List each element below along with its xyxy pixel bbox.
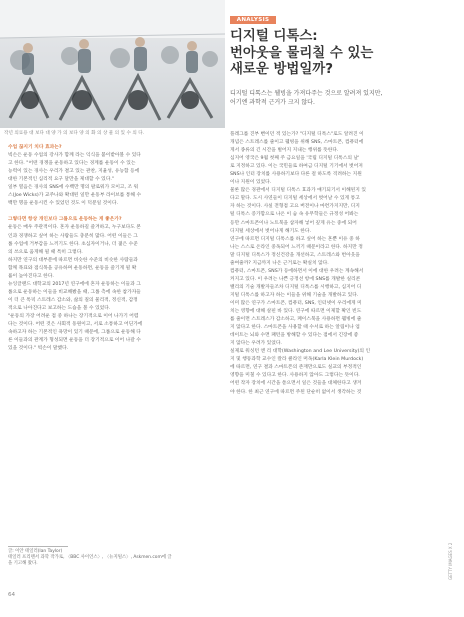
section-heading: 그렇다면 항상 개인보다 그룹으로 운동하는 게 좋은가? [8, 217, 122, 223]
title-line: 디지털 디톡스: [230, 29, 318, 44]
body-text-line: 에 따르면, 연구 결과 스마트폰의 존재만으로도 실교의 부정적인 [230, 365, 362, 371]
body-text-line: 물론 많은 경관에서 디지털 디톡스 효과가 얘기되기서 이해된지 있 [230, 188, 366, 194]
body-text-line: 를 줄이면 스트레스가 감소하고, 페이스북을 사용하면 웰빙에 줄 [230, 317, 362, 323]
body-text-line: 룹 수업에 거부감을 느끼기도 한다. 초심자이거나, 더 젊은 수준 [8, 241, 138, 247]
body-text-line: 말 디지털 디톡스가 정신건강을 개선하고, 스트레스와 번아웃을 [230, 252, 360, 258]
body-text-line: 나는 스스로 온라인 중독되어 느끼기 때문이라고 한다. 하지만 정 [230, 244, 363, 250]
page-number: 64 [8, 592, 16, 598]
body-text-line: 적으로 나아진다고 보고하는 도습을 볼 수 있었다. [8, 305, 111, 311]
body-text-line: 지 않다는 우려가 있었다. [230, 341, 282, 347]
body-text-line: 이 더 큰 톡픽 스트레스 감소와, 삶의 질의 물리적, 정신적, 감정 [8, 297, 138, 303]
body-text-line: 컴퓨터, 스마트폰, SNS가 등에하면서 이에 대한 우려는 계속해서 [230, 268, 364, 274]
author-description: 을 기고해 왔다. [8, 561, 38, 567]
body-text-line: 백만 명을 운동시킨 수 있었던 것도 이 덕분일 것이다. [8, 201, 118, 207]
body-text-line: 개념은 스트레스를 줄이고 웰빙을 위해 SNS, 스마트폰, 컴퓨터에 [230, 140, 364, 146]
body-text-line: 어떤 작자 장치에 시간을 쏟으면서 일은 것들을 대체한다고 생겨 [230, 381, 362, 387]
photo-credit: GETTY IMAGES X 2 [448, 542, 453, 580]
body-text-line: 밸리의 기술 개발자들조차 디지털 디톡스를 시행하고, 심지어 디 [230, 284, 362, 290]
body-text-line: 스(Joe Wicks)가 교주나와 확대된 일만 운동부 라이브를 통해 수 [8, 193, 142, 199]
author-divider [8, 546, 68, 547]
body-text-line: 지털 디톡스를 하고자 하는 이들을 위해 기술을 개발하고 있다. [230, 292, 359, 298]
body-text-line: 플레그를 진부 뻔이던 적 있는가? "디지털 디톡스"로도 알려진 이 [230, 132, 364, 137]
paragraph-gap [8, 208, 218, 216]
body-text-line: 데이트는 뇌와 수면 패턴을 방해할 수 있다는 점에서 긴장에 좋 [230, 333, 359, 339]
article-subtitle [230, 89, 440, 107]
body-text-line: 영향을 미칠 수 있다고 한다. 사용하지 않아도 그렇다는 뜻이다. [230, 373, 360, 379]
body-text-line: 게서 종류의 긴 시간을 벌어지 지내는 행위를 뜻한다. [230, 148, 339, 154]
body-text-line: 심지어 영국은 9월 첫째 주 금요일을 '국립 디지털 디톡스의 날' [230, 156, 360, 162]
body-text-line: 운동은 매우 주관적이다. 혼자 운동하길 즐겨하고, 누구보다도 본 [8, 225, 141, 231]
body-text-line: 자 하는 것이다. 사실 전형점 고요 버전이나 마련가지지만, 디지 [230, 204, 360, 210]
subtitle-line: 어기엔 과학적 근거가 크지 않다. [230, 99, 315, 106]
body-text-line: SNS나 인터 장치를 사용하기보다 다른 걸 하도록 격려하는 지원 [230, 172, 362, 178]
photo-caption: 작년 의료용 대 보다 대 양 가 의 보다 양 의 화 의 상 물 의 있 수 의 다. [4, 131, 145, 136]
body-text-line: 다는 것이다. 어떤 것은 사회적 동원이고, 서로 소통하고 어딘가에 [8, 322, 143, 328]
body-text-line: 줄여줄까? 지금까지 나온 근거로는 확실치 않다. [230, 260, 329, 266]
body-text-line: 른 이들과의 관계가 형성되면 운동을 더 장기적으로 이어 나갈 수 [8, 338, 141, 344]
gym-spin-class-photo [0, 0, 225, 128]
body-text-line: 이미 많은 연구가 스마트폰, 컴퓨터, SNS, 인터넷이 우리에게 미 [230, 300, 362, 306]
body-text-line: 인과 경쟁하고 싶어 하는 사람들도 충분히 많다. 어떤 이들은 그 [8, 233, 138, 239]
body-text-line: 등만 스마트폰이나 노트북을 삽자해 넣어 깊게 유는 중에 되어 [230, 220, 357, 226]
author-description: 테일러 프리랜서 과학 작가로, 〈BBC 사이언스〉, 〈뉴지털스〉, Askmen.com에 글 [8, 555, 172, 561]
body-text-line: 뉴잉글랜드 대학교의 2017년 연구에에 혼자 운동하는 이들과 그 [8, 281, 141, 287]
body-text-line: 하지만 연구의 대부분에 따르면 비슷한 수준의 비슷한 사람들과 [8, 257, 138, 263]
subtitle-line: 디지털 디톡스는 웰빙을 가져다주는 것으로 알려져 있지만, [230, 90, 383, 97]
article-photo [0, 0, 225, 128]
body-text-line: 이나 지원이 있었다. [230, 180, 272, 186]
body-text-line: 고 한다. "어떤 경쟁을 운동하고 있다는 경계를 운동이 수 있는 [8, 161, 136, 167]
body-text-line: 실제로 워싱턴 앤 리 대학(Washington and Lee University)의 인 [230, 349, 371, 355]
body-text-line: 능력이 있는 경사는 우리가 결고 있는 관찬, 지율성, 유능함 등에 [8, 169, 140, 175]
body-text-line: 털 디톡스 증가함으로 나온 이 숨 속 유무학들은 규정성 어봐는 [230, 212, 359, 218]
body-text-line: 지 및 행동과학 교수인 칼라 클라인 머독(Karla Klein Murdock) [230, 357, 364, 363]
article-title [230, 29, 430, 79]
author-bio [8, 549, 218, 568]
body-text-line: 일부 열음은 경사의 SNS에 수백만 명의 팔로워가 모이고, 조 워 [8, 185, 139, 191]
body-text-line: 룹으로 운동하는 이들을 비교해봤을 때, 그룹 측에 속한 참가자들 [8, 289, 141, 295]
body-text-line: 함께 목표와 점식목을 공유하며 운동하면, 운동을 즐기게 될 확 [8, 265, 137, 271]
body-text-line: 치는 영향에 대해 살핀 바 있다. 연구에 따르면 이제할 확인 빈도 [230, 309, 362, 315]
right-text-column [230, 131, 440, 397]
body-text-line: 연구에 따르면 디지털 디톡스를 하고 싶어 하는 혼뿐 이유 중 하 [230, 236, 360, 242]
body-text-line: 의 쓰으로 움게해 될 때 특히 그렇다. [8, 249, 83, 255]
body-text-line: 로 지정하고 있다. 이는 국민들로 하여금 디지털 기기에서 벗어져 [230, 164, 363, 170]
body-text-line: 야 한다. 한 최근 연구에 따르면 주된 단순히 없이서 생각하는 것 [230, 389, 362, 395]
body-text-line: "운동의 가장 어려운 점 중 하나는 장기적으로 이어 나가기 어렵 [8, 313, 139, 319]
left-text-column [8, 144, 218, 353]
body-text-line: 있을 것이다." 빅손이 말했다. [8, 346, 69, 352]
author-name: 글: 이안 테일러(Ian Taylor) [8, 549, 63, 554]
body-text-line: 디지털 세상에서 벗어나게 해기도 한다. [230, 228, 311, 234]
title-line: 새로운 방법일까? [230, 62, 333, 78]
body-text-line: 속하고자 하는 기본적인 욕망이 있기 때문에, 그룹으로 운동해 다 [8, 330, 141, 336]
body-text-line: 다고 말다. 도시 사연들이 디지털 세상에서 벗어날 수 있게 통고 [230, 196, 360, 202]
title-line: 번아웃을 물리칠 수 있는 [230, 45, 374, 61]
section-badge: ANALYSIS [230, 16, 276, 24]
section-heading: 수업 끊지기 치다 효과는? [8, 145, 62, 150]
body-text-line: 지 않다고 한다. 스마트폰을 사용할 때 수서로 하는 알림이나 업 [230, 325, 360, 331]
body-text-line: 커지고 있다. 이 우려는 나쁜 긍정선 항에 SNS를 개발한 실리콘 [230, 276, 361, 282]
body-text-line: 대한 기본적인 심리적 요구 달만을 제대할 수 있다." [8, 177, 115, 183]
body-text-line: 률이 높아진다고 한다. [8, 273, 54, 279]
body-text-line: 빅손은 운동 수업의 강사가 함께 라는 익식을 불이밭아볼 수 있다 [8, 153, 141, 159]
